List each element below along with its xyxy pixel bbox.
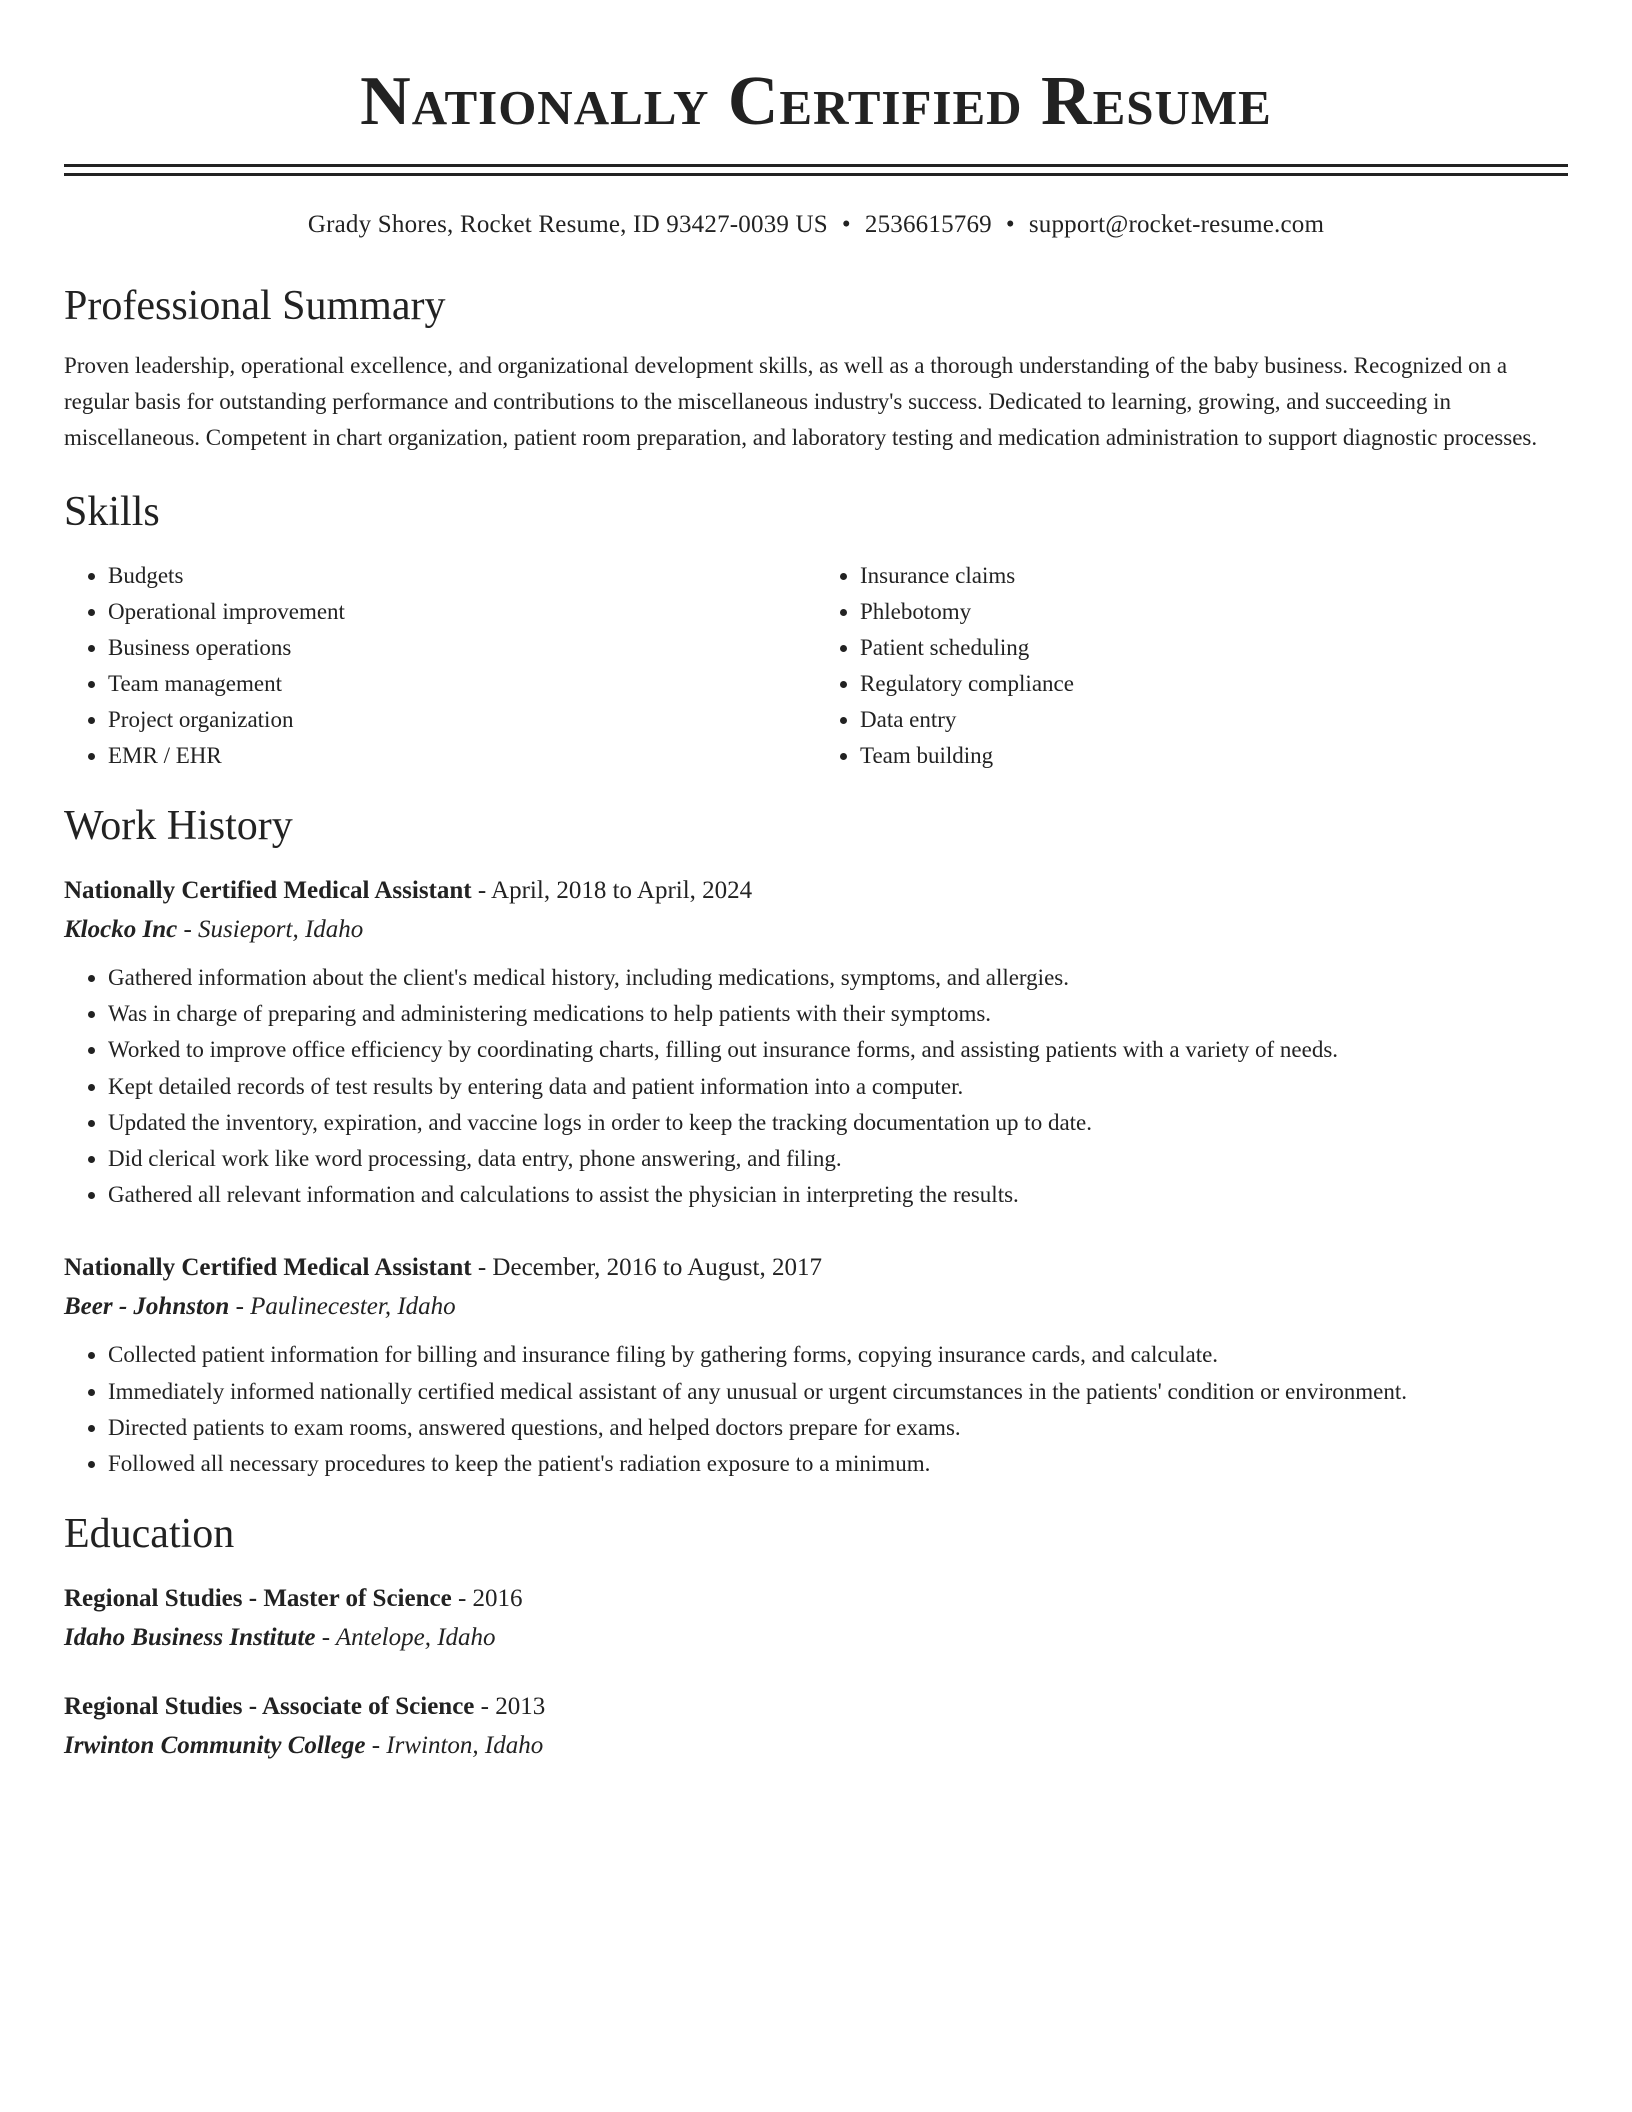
skills-list	[64, 558, 1568, 774]
job-bullet: • Directed patients to exam rooms, answered questions, and helped doctors prepare for exams.	[108, 1410, 1568, 1446]
education-heading	[64, 1580, 1568, 1618]
job-bullet: • Collected patient information for billing and insurance filing by gathering forms, copying insurance cards, and calculate.	[108, 1337, 1568, 1373]
contact-email: support@rocket-resume.com	[1028, 211, 1325, 238]
job-bullet: • Kept detailed records of test results by entering data and patient information into a computer.	[108, 1069, 1568, 1105]
job-entry	[64, 1249, 1568, 1482]
skill-item: • Regulatory compliance	[860, 666, 1568, 702]
section-title-skills: Skills	[64, 489, 160, 535]
job-bullet: • Followed all necessary procedures to keep the patient's radiation exposure to a minimum.	[108, 1446, 1568, 1482]
skill-item: • EMR / EHR	[108, 738, 816, 774]
job-heading	[64, 1249, 1568, 1287]
section-title-work-history: Work History	[64, 803, 293, 849]
section-title-summary: Professional Summary	[64, 283, 446, 329]
contact-line	[64, 210, 1568, 240]
header-rule-bottom	[64, 173, 1568, 176]
job-heading	[64, 872, 1568, 910]
skill-item: • Insurance claims	[860, 558, 1568, 594]
education-school: Irwinton Community College	[64, 1732, 366, 1760]
skill-item: • Business operations	[108, 630, 816, 666]
resume-name: Nationally Certified Resume	[360, 63, 1272, 140]
job-bullet: • Gathered all relevant information and calculations to assist the physician in interpreting the results.	[108, 1177, 1568, 1213]
education-heading	[64, 1688, 1568, 1726]
job-bullet: • Updated the inventory, expiration, and vaccine logs in order to keep the tracking documentation up to date.	[108, 1105, 1568, 1141]
skill-item: • Team building	[860, 738, 1568, 774]
skill-item: • Patient scheduling	[860, 630, 1568, 666]
education-year: - 2013	[474, 1693, 546, 1721]
education-entry	[64, 1580, 1568, 1658]
section-title-education: Education	[64, 1511, 235, 1558]
job-title: Nationally Certified Medical Assistant	[64, 1254, 472, 1282]
skill-item: • Budgets	[108, 558, 816, 594]
education-degree: Regional Studies - Associate of Science	[64, 1693, 475, 1721]
education-location: - Antelope, Idaho	[315, 1624, 496, 1652]
job-bullet: • Was in charge of preparing and administering medications to help patients with their symptoms.	[108, 996, 1568, 1032]
education-school-line	[64, 1618, 1568, 1658]
contact-separator: •	[841, 211, 851, 238]
skill-item: • Project organization	[108, 702, 816, 738]
job-company: Beer - Johnston	[64, 1293, 230, 1321]
education-degree: Regional Studies - Master of Science	[64, 1585, 452, 1613]
skill-item: • Data entry	[860, 702, 1568, 738]
job-dates: - December, 2016 to August, 2017	[471, 1254, 822, 1282]
contact-separator: •	[1005, 211, 1015, 238]
job-dates: - April, 2018 to April, 2024	[471, 877, 753, 904]
skills-column-left	[64, 558, 816, 774]
job-company-line	[64, 1287, 1568, 1327]
job-bullet: • Did clerical work like word processing, data entry, phone answering, and filing.	[108, 1141, 1568, 1177]
summary-text: Proven leadership, operational excellence, and organizational development skills, as well as a thorough understanding of the baby business. Recognized on a regular basis for outstanding performance and contributions to the miscellaneous industry's success. Dedicated to learning, growing, and succeeding in miscellaneous. Competent in chart organization, patient room preparation, and laboratory testing and medication administration to support diagnostic processes.	[64, 353, 1538, 450]
job-location: - Susieport, Idaho	[177, 916, 364, 943]
job-bullets	[64, 1337, 1568, 1482]
job-title: Nationally Certified Medical Assistant	[64, 877, 472, 904]
skill-item: • Team management	[108, 666, 816, 702]
skill-item: • Phlebotomy	[860, 594, 1568, 630]
contact-address: Grady Shores, Rocket Resume, ID 93427-0039 US	[307, 211, 828, 238]
job-bullets	[64, 960, 1568, 1213]
job-bullet: • Immediately informed nationally certified medical assistant of any unusual or urgent circumstances in the patients' condition or environment.	[108, 1374, 1568, 1410]
header-rule-top	[64, 164, 1568, 167]
job-entry	[64, 872, 1568, 1213]
skills-column-right	[816, 558, 1568, 774]
job-company: Klocko Inc	[64, 916, 178, 943]
education-entry	[64, 1688, 1568, 1766]
education-location: - Irwinton, Idaho	[365, 1732, 544, 1760]
job-company-line	[64, 910, 1568, 950]
skill-item: • Operational improvement	[108, 594, 816, 630]
contact-phone: 2536615769	[864, 211, 992, 238]
education-year: - 2016	[451, 1585, 523, 1613]
job-bullet: • Gathered information about the client's medical history, including medications, symptoms, and allergies.	[108, 960, 1568, 996]
education-school: Idaho Business Institute	[64, 1624, 316, 1652]
job-location: - Paulinecester, Idaho	[229, 1293, 456, 1321]
job-bullet: • Worked to improve office efficiency by coordinating charts, filling out insurance forms, and assisting patients with a variety of needs.	[108, 1032, 1568, 1068]
education-school-line	[64, 1726, 1568, 1766]
